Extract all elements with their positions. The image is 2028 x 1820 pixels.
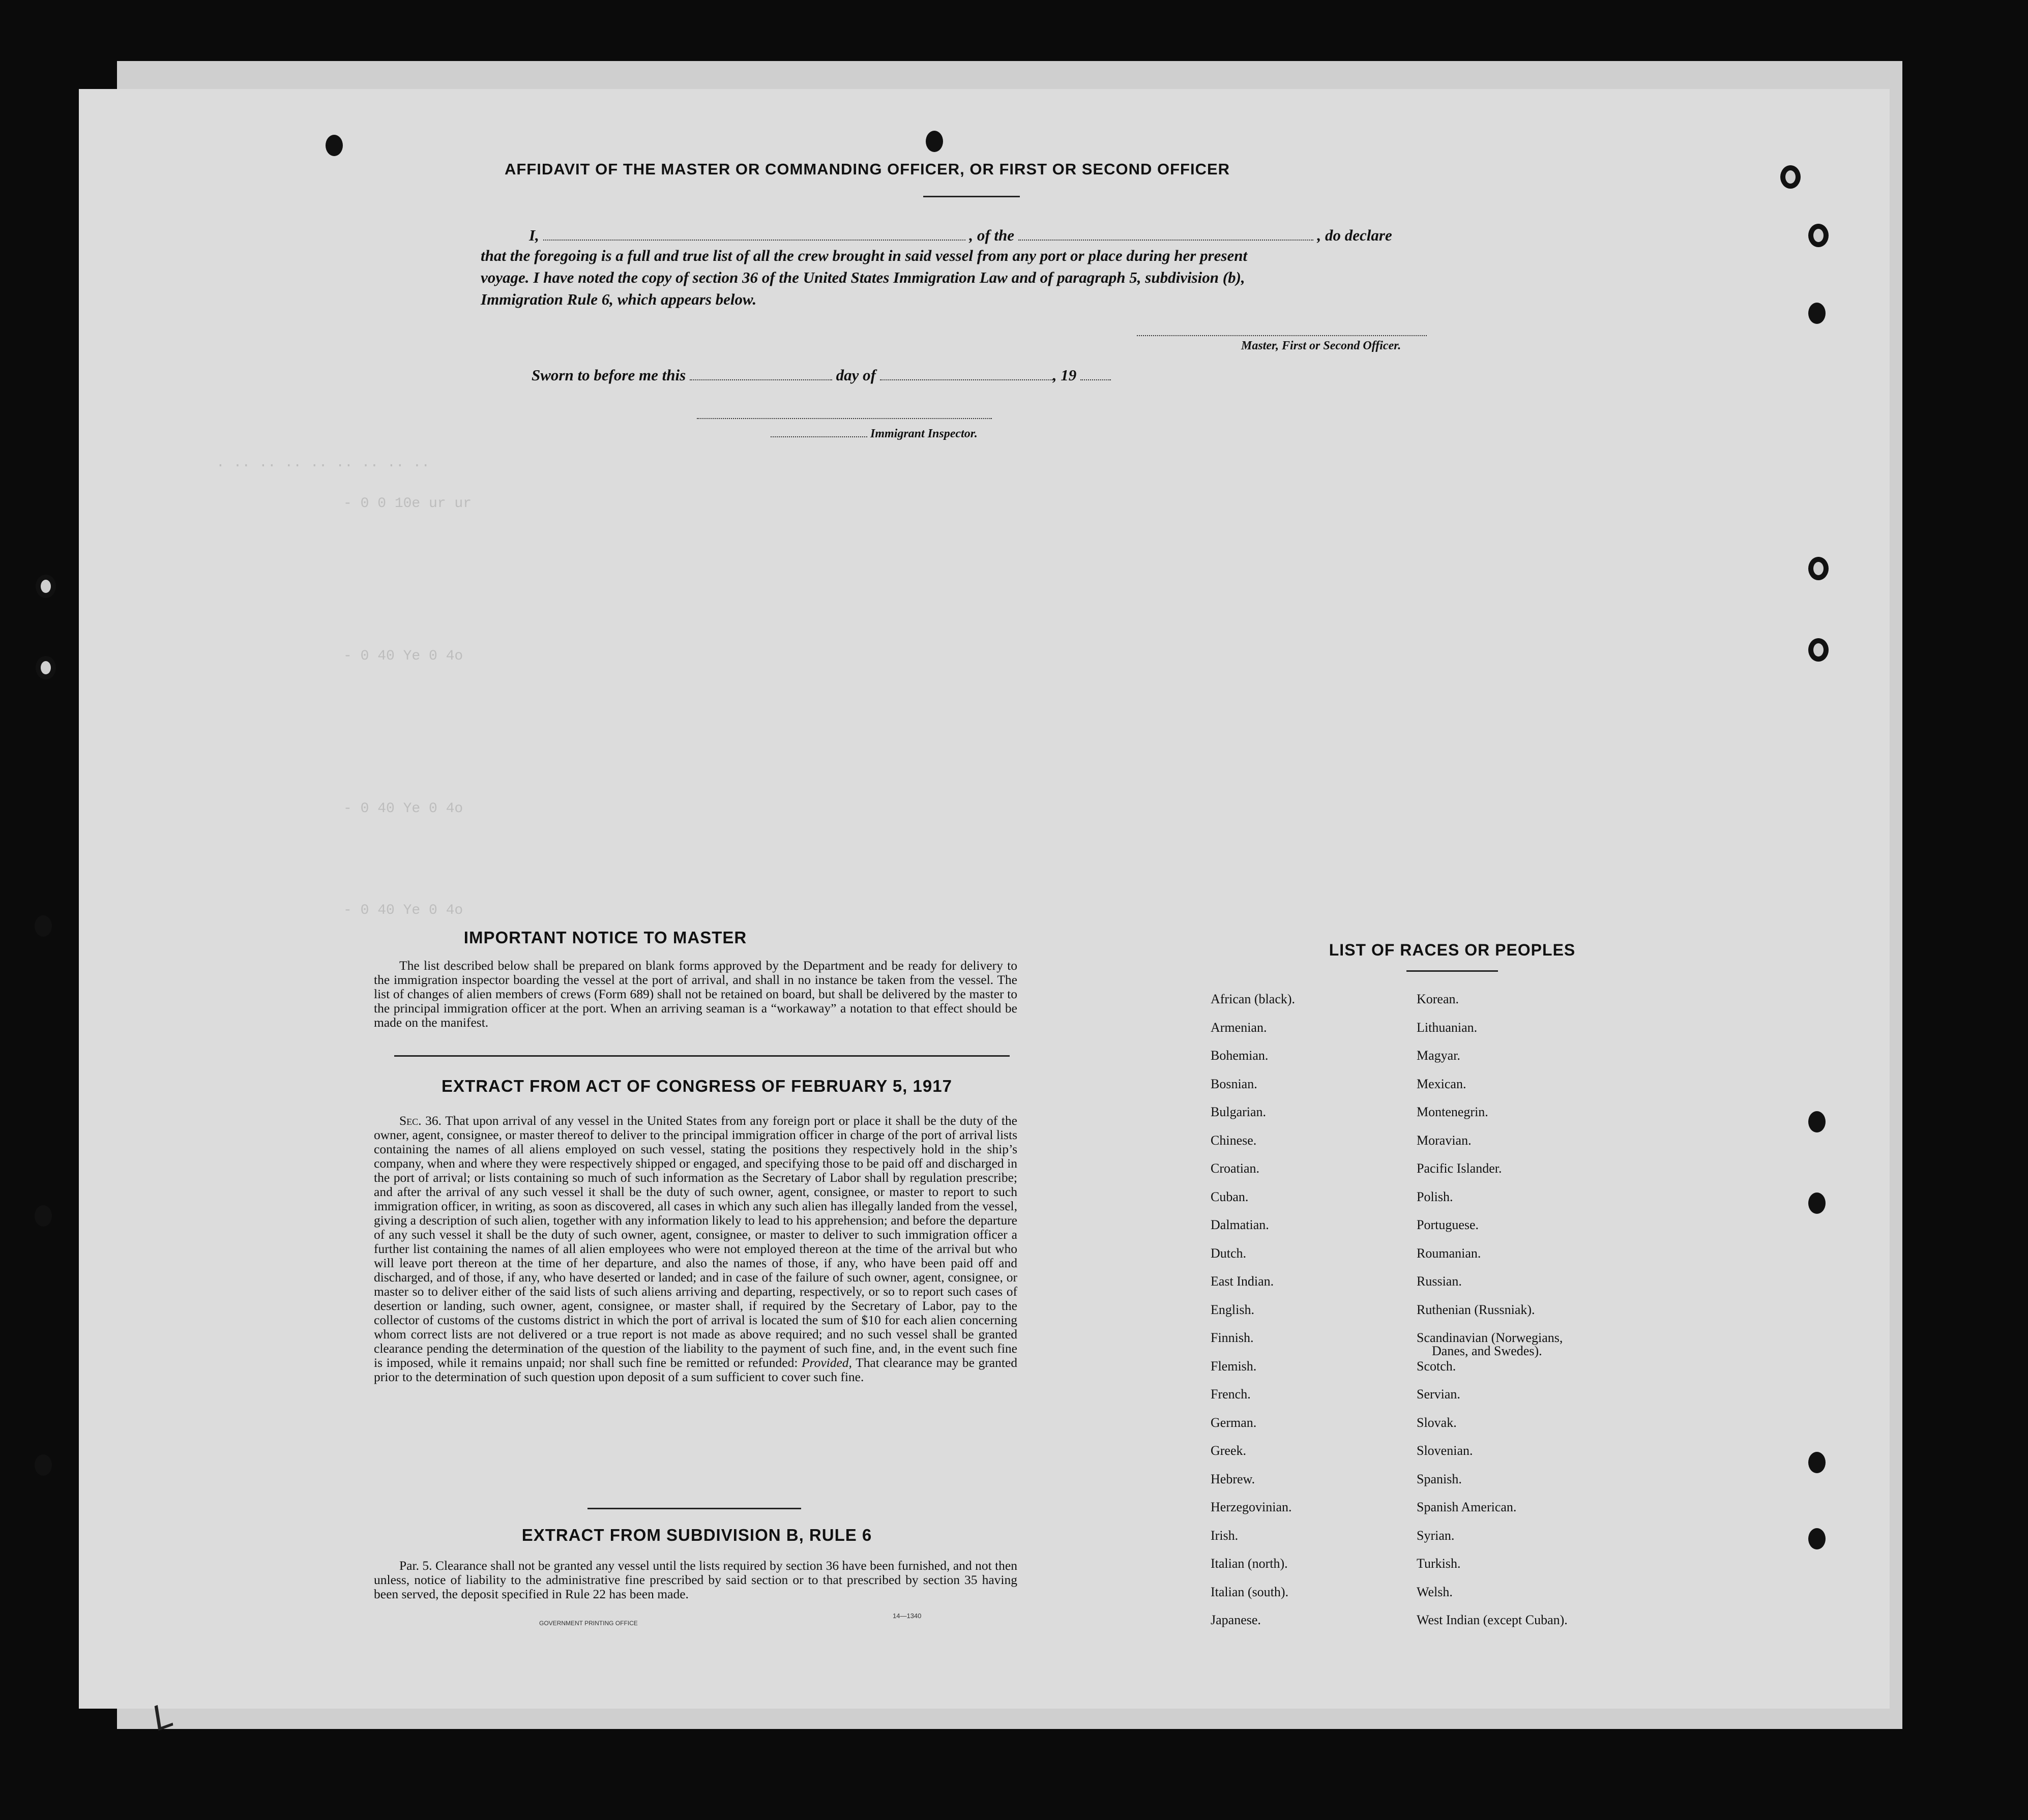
extract-act-title: EXTRACT FROM ACT OF CONGRESS OF FEBRUARY 5, 1917: [442, 1077, 952, 1095]
race-item: French.: [1211, 1387, 1251, 1401]
race-item: Dutch.: [1211, 1245, 1247, 1261]
races-title: LIST OF RACES OR PEOPLES: [1329, 941, 1576, 959]
printer-imprint: GOVERNMENT PRINTING OFFICE: [539, 1620, 638, 1627]
race-item: Chinese.: [1211, 1132, 1257, 1148]
race-item: Japanese.: [1211, 1613, 1261, 1627]
race-item: West Indian (except Cuban).: [1417, 1613, 1568, 1627]
notice-title: IMPORTANT NOTICE TO MASTER: [463, 928, 747, 947]
race-item: Bulgarian.: [1211, 1105, 1267, 1119]
affidavit-line1-a: I,: [529, 226, 539, 244]
bleed-through-row: - 0 40 Ye 0 4o: [343, 648, 463, 664]
punch-hole-left-4: [35, 1205, 52, 1227]
proviso-text: That clearance may be granted prior to the determination of such question upon deposit of a sum sufficient to cover such fine.: [374, 1355, 1017, 1384]
race-item: Ruthenian (Russniak).: [1417, 1302, 1535, 1317]
race-item: Cuban.: [1211, 1189, 1249, 1204]
race-item: Slovak.: [1417, 1415, 1457, 1430]
race-item: Croatian.: [1211, 1161, 1260, 1176]
punch-hole-left-1: [36, 575, 56, 598]
form-number: 14—1340: [893, 1612, 922, 1620]
affidavit-line3: voyage. I have noted the copy of section 36 of the United States Immigration Law and of paragraph 5, subdivision (b),: [481, 268, 1245, 286]
bleed-through-row: . .. .. .. .. .. .. .. ..: [216, 455, 430, 471]
sworn-b: day of: [836, 366, 876, 384]
race-item: Moravian.: [1417, 1132, 1472, 1148]
race-item: Spanish.: [1417, 1471, 1462, 1486]
extract-rule-text: Par. 5. Clearance shall not be granted any vessel until the lists required by section 36 have been furnished, and not then unless, notice of liability to the administrative fine prescribed by said section or to that prescribed by section 35 having been served, the deposit specified in Rule 22 has been made.: [374, 1558, 1017, 1601]
race-item: Russian.: [1417, 1274, 1462, 1289]
race-item: Servian.: [1417, 1387, 1460, 1401]
race-item: Montenegrin.: [1417, 1105, 1488, 1119]
race-item: Turkish.: [1417, 1556, 1461, 1571]
punch-hole-left-3: [35, 915, 52, 937]
document-page: [79, 89, 1890, 1739]
notice-text: The list described below shall be prepared on blank forms approved by the Department and be ready for delivery to the immigration inspector boarding the vessel at the port of arrival, and shall in no instance be taken from the vessel. The list of changes of alien members of crews (Form 689) shall not be retained on board, but shall be delivered by the master to the principal immigration officer at the port. When an arriving seaman is a “workaway” a notation to that effect should be made on the manifest.: [374, 958, 1017, 1030]
sworn-a: Sworn to before me this: [532, 366, 686, 384]
section-lead: Sec. 36.: [399, 1113, 442, 1128]
race-item: Hebrew.: [1211, 1471, 1255, 1486]
race-item: East Indian.: [1211, 1274, 1274, 1289]
race-item: Lithuanian.: [1417, 1020, 1478, 1035]
race-item: German.: [1211, 1415, 1257, 1430]
race-item: Portuguese.: [1417, 1217, 1479, 1232]
race-item: Italian (north).: [1211, 1556, 1288, 1571]
race-item: Scandinavian (Norwegians,: [1417, 1330, 1563, 1345]
race-item: Flemish.: [1211, 1358, 1257, 1374]
affidavit-line1-b: , of the: [969, 226, 1015, 244]
race-item: Greek.: [1211, 1443, 1247, 1458]
bleed-through-row: - 0 40 Ye 0 4o: [343, 903, 463, 918]
race-item: Welsh.: [1417, 1584, 1453, 1599]
affidavit-title: AFFIDAVIT OF THE MASTER OR COMMANDING OFFICER, OR FIRST OR SECOND OFFICER: [504, 160, 1230, 178]
races-list: [79, 89, 1890, 1709]
bleed-through-row: - 0 0 10e ur ur: [343, 496, 472, 512]
race-item: Irish.: [1211, 1528, 1239, 1543]
race-item-continuation: Danes, and Swedes).: [1432, 1344, 1542, 1358]
affidavit-line4: Immigration Rule 6, which appears below.: [481, 290, 757, 308]
handwritten-mark: L: [146, 1694, 179, 1739]
race-item: Bohemian.: [1211, 1048, 1269, 1063]
race-item: Mexican.: [1417, 1076, 1466, 1091]
race-item: Armenian.: [1211, 1020, 1267, 1035]
proviso-word: Provided,: [802, 1355, 852, 1370]
race-item: Scotch.: [1417, 1358, 1456, 1374]
race-item: Korean.: [1417, 992, 1459, 1006]
inspector-signature-text: Immigrant Inspector.: [870, 427, 978, 440]
race-item: Herzegovinian.: [1211, 1500, 1292, 1514]
race-item: English.: [1211, 1302, 1254, 1317]
master-signature-label: Master, First or Second Officer.: [1241, 339, 1401, 352]
race-item: African (black).: [1211, 992, 1296, 1006]
race-item: Pacific Islander.: [1417, 1161, 1502, 1176]
race-item: Roumanian.: [1417, 1245, 1481, 1261]
section-36-text: That upon arrival of any vessel in the United States from any foreign port or place it shall be the duty of the owner, agent, consignee, or master thereof to deliver to the principal immigration officer in charge of the port of arrival lists containing the names of all aliens employed on such vessel, stating the positions they respectively hold in the ship’s company, when and where they were respectively shipped or engaged, and specifying those to be paid off and discharged in the port of arrival; or lists containing so much of such information as the Secretary of Labor shall by regulation prescribe; and after the arrival of any such vessel it shall be the duty of such owner, agent, consignee, or master to report to such immigration officer, in writing, as soon as discovered, all cases in which any such alien has illegally landed from the vessel, giving a description of such alien, together with any information likely to lead to his apprehension; and before the departure of any such vessel it shall be the duty of such owner, agent, consignee, or master to deliver to such immigration officer a further list containing the names of all alien employees who were not employed thereon at the time of the arrival but who will leave port thereon at the time of her departure, and also the names of those, if any, who have been paid off and discharged, and of those, if any, who have deserted or landed; and in case of the failure of such owner, agent, consignee, or master so to deliver either of the said lists of such aliens arriving and departing, respectively, or so to report such cases of desertion or landing, such owner, agent, consignee, or master shall, if required by the Secretary of Labor, pay to the collector of customs of the customs district in which the port of arrival is located the sum of $10 for each alien concerning whom correct lists are not delivered or a true report is not made as above required; and no such vessel shall be granted clearance pending the determination of the question of the liability to the payment of such fine, and, in the event such fine is imposed, while it remains unpaid; nor shall such fine be remitted or refunded:: [374, 1113, 1017, 1370]
race-item: Bosnian.: [1211, 1076, 1257, 1091]
punch-hole-left-2: [36, 656, 56, 679]
race-item: Italian (south).: [1211, 1584, 1289, 1599]
punch-hole-left-5: [35, 1454, 52, 1476]
race-item: Spanish American.: [1417, 1500, 1517, 1514]
race-item: Slovenian.: [1417, 1443, 1473, 1458]
affidavit-line2: that the foregoing is a full and true list of all the crew brought in said vessel from any port or place during her present: [481, 247, 1248, 264]
race-item: Dalmatian.: [1211, 1217, 1269, 1232]
race-item: Polish.: [1417, 1189, 1453, 1204]
extract-rule-title: EXTRACT FROM SUBDIVISION B, RULE 6: [521, 1526, 872, 1544]
affidavit-line1-c: , do declare: [1317, 226, 1392, 244]
race-item: Finnish.: [1211, 1330, 1254, 1345]
bleed-through-row: - 0 40 Ye 0 4o: [343, 801, 463, 817]
race-item: Magyar.: [1417, 1048, 1460, 1063]
sworn-c: , 19: [1052, 366, 1077, 384]
race-item: Syrian.: [1417, 1528, 1455, 1543]
